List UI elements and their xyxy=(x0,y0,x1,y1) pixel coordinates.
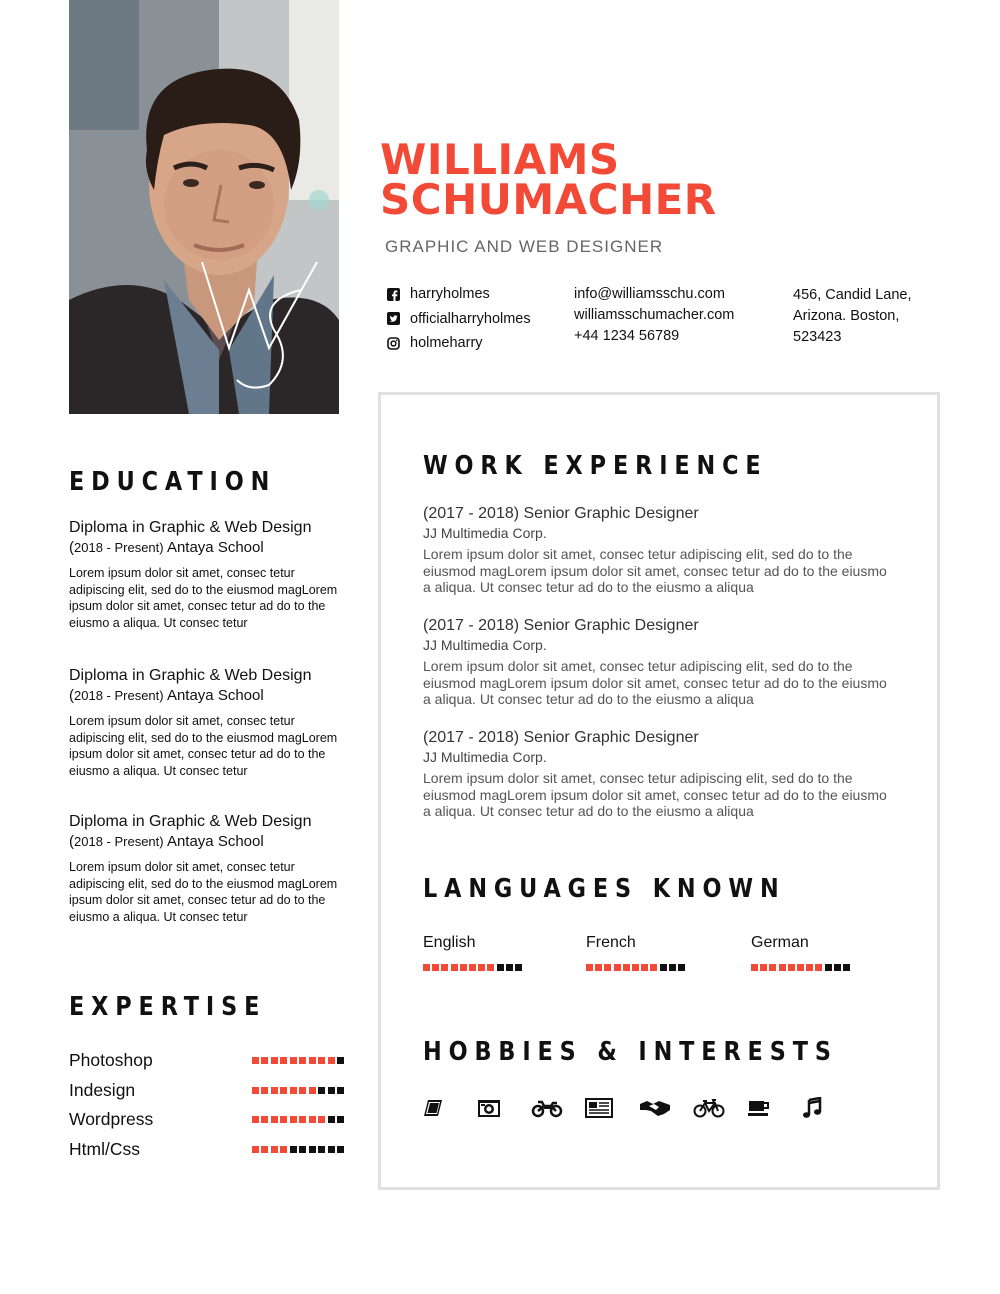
rating-dot-filled xyxy=(788,964,795,971)
rating-dot-filled xyxy=(432,964,439,971)
rating-dot-filled xyxy=(252,1087,259,1094)
facebook-icon xyxy=(387,288,400,301)
rating-dot-filled xyxy=(604,964,611,971)
rating-dot-filled xyxy=(478,964,485,971)
work-description: Lorem ipsum dolor sit amet, consec tetur adipiscing elit, sed do to the eiusmod magLorem ipsum dolor sit amet, consec tetur ad do to the eiusmo a aliqua. Ut consec tetur ad do to the eiusmo a aliqua xyxy=(423,770,887,819)
address-line-1: 456, Candid Lane, xyxy=(793,287,912,303)
rating-dot-filled xyxy=(309,1087,316,1094)
rating-dot-empty xyxy=(290,1146,297,1153)
social-instagram[interactable] xyxy=(387,331,531,356)
rating-dot-filled xyxy=(632,964,639,971)
rating-dot-filled xyxy=(280,1146,287,1153)
expertise-title: EXPERTISE xyxy=(69,992,267,1022)
rating-dot-filled xyxy=(815,964,822,971)
work-title: WORK EXPERIENCE xyxy=(423,451,768,481)
years: 2018 - Present) xyxy=(74,834,164,849)
work-item xyxy=(423,504,893,596)
language-label: German xyxy=(751,934,809,951)
motorbike-icon xyxy=(531,1098,563,1118)
rating-dot-filled xyxy=(290,1116,297,1123)
music-icon xyxy=(801,1097,823,1119)
skill-label: Photoshop xyxy=(69,1050,153,1071)
rating-dot-filled xyxy=(271,1057,278,1064)
rating-dot-empty xyxy=(834,964,841,971)
rating-dot-empty xyxy=(497,964,504,971)
language-label: English xyxy=(423,934,476,951)
phone[interactable]: +44 1234 56789 xyxy=(574,328,680,344)
rating-dot-filled xyxy=(299,1057,306,1064)
social-twitter[interactable] xyxy=(387,307,531,332)
education-dates xyxy=(69,686,341,706)
skill-label: Html/Css xyxy=(69,1138,140,1159)
language-rating xyxy=(423,964,586,971)
school: Antaya School xyxy=(163,539,264,556)
rating-dot-filled xyxy=(280,1116,287,1123)
rating-dot-filled xyxy=(280,1087,287,1094)
rating-dot-filled xyxy=(261,1146,268,1153)
languages-list xyxy=(423,934,914,971)
rating-dot-filled xyxy=(614,964,621,971)
languages-title: LANGUAGES KNOWN xyxy=(423,874,786,904)
language-item xyxy=(586,934,751,971)
language-label: French xyxy=(586,934,636,951)
work-item xyxy=(423,728,893,820)
skill-label: Indesign xyxy=(69,1079,136,1100)
rating-dot-filled xyxy=(806,964,813,971)
rating-dot-filled xyxy=(299,1116,306,1123)
contact-info xyxy=(574,284,734,347)
rating-dot-empty xyxy=(337,1057,344,1064)
work-company: JJ Multimedia Corp. xyxy=(423,525,547,541)
skill-rating xyxy=(252,1087,345,1094)
hobbies-title: HOBBIES & INTERESTS xyxy=(423,1037,838,1067)
profile-photo xyxy=(69,0,339,414)
skill-row xyxy=(69,1076,344,1106)
rating-dot-filled xyxy=(309,1116,316,1123)
paren: ( xyxy=(69,833,74,850)
rating-dot-empty xyxy=(678,964,685,971)
education-item xyxy=(69,812,341,925)
rating-dot-filled xyxy=(299,1087,306,1094)
rating-dot-empty xyxy=(337,1087,344,1094)
rating-dot-filled xyxy=(252,1146,259,1153)
rating-dot-filled xyxy=(290,1057,297,1064)
rating-dot-filled xyxy=(328,1057,335,1064)
instagram-icon xyxy=(387,337,400,350)
years: 2018 - Present) xyxy=(74,688,164,703)
address xyxy=(793,285,912,348)
social-facebook[interactable] xyxy=(387,282,531,307)
rating-dot-filled xyxy=(451,964,458,971)
rating-dot-filled xyxy=(595,964,602,971)
newspaper-icon xyxy=(585,1098,613,1118)
expertise-list xyxy=(69,1046,344,1164)
rating-dot-empty xyxy=(299,1146,306,1153)
rating-dot-empty xyxy=(660,964,667,971)
hobbies-list xyxy=(423,1096,855,1120)
education-description: Lorem ipsum dolor sit amet, consec tetur adipiscing elit, sed do to the eiusmod magLorem ipsum dolor sit amet, consec tetur ad do to the eiusmo a aliqua. Ut consec tetur xyxy=(69,860,338,924)
language-item xyxy=(751,934,914,971)
work-description: Lorem ipsum dolor sit amet, consec tetur adipiscing elit, sed do to the eiusmod magLorem ipsum dolor sit amet, consec tetur ad do to the eiusmo a aliqua. Ut consec tetur ad do to the eiusmo a aliqua xyxy=(423,546,887,595)
job-title: GRAPHIC AND WEB DESIGNER xyxy=(385,237,664,256)
twitter-icon xyxy=(387,312,400,325)
website[interactable]: williamsschumacher.com xyxy=(574,307,735,323)
rating-dot-filled xyxy=(487,964,494,971)
skill-row xyxy=(69,1135,344,1165)
rating-dot-empty xyxy=(669,964,676,971)
skill-row xyxy=(69,1046,344,1076)
work-description: Lorem ipsum dolor sit amet, consec tetur adipiscing elit, sed do to the eiusmod magLorem ipsum dolor sit amet, consec tetur ad do to the eiusmo a aliqua. Ut consec tetur ad do to the eiusmo a aliqua xyxy=(423,658,887,707)
instagram-handle: holmeharry xyxy=(410,335,483,352)
work-company: JJ Multimedia Corp. xyxy=(423,637,547,653)
work-role: (2017 - 2018) Senior Graphic Designer xyxy=(423,505,699,522)
rating-dot-filled xyxy=(797,964,804,971)
paren: ( xyxy=(69,539,74,556)
education-dates xyxy=(69,832,341,852)
rating-dot-filled xyxy=(271,1146,278,1153)
rating-dot-filled xyxy=(261,1057,268,1064)
school: Antaya School xyxy=(163,833,264,850)
bicycle-icon xyxy=(693,1098,725,1118)
work-role: (2017 - 2018) Senior Graphic Designer xyxy=(423,729,699,746)
rating-dot-empty xyxy=(309,1146,316,1153)
rating-dot-filled xyxy=(586,964,593,971)
book-icon xyxy=(423,1098,445,1118)
school: Antaya School xyxy=(163,687,264,704)
coffee-icon xyxy=(747,1098,771,1118)
rating-dot-filled xyxy=(751,964,758,971)
work-role: (2017 - 2018) Senior Graphic Designer xyxy=(423,617,699,634)
rating-dot-filled xyxy=(760,964,767,971)
rating-dot-filled xyxy=(252,1057,259,1064)
rating-dot-empty xyxy=(318,1087,325,1094)
address-line-2: Arizona. Boston, xyxy=(793,308,900,324)
rating-dot-filled xyxy=(309,1057,316,1064)
rating-dot-empty xyxy=(337,1116,344,1123)
handshake-icon xyxy=(639,1098,671,1118)
paren: ( xyxy=(69,687,74,704)
first-name: WILLIAMS xyxy=(380,135,620,184)
twitter-handle: officialharryholmes xyxy=(410,310,531,327)
social-list xyxy=(387,282,531,356)
rating-dot-empty xyxy=(825,964,832,971)
rating-dot-empty xyxy=(506,964,513,971)
rating-dot-filled xyxy=(280,1057,287,1064)
rating-dot-filled xyxy=(769,964,776,971)
work-company: JJ Multimedia Corp. xyxy=(423,749,547,765)
rating-dot-filled xyxy=(318,1057,325,1064)
rating-dot-filled xyxy=(469,964,476,971)
rating-dot-filled xyxy=(779,964,786,971)
rating-dot-filled xyxy=(423,964,430,971)
rating-dot-filled xyxy=(271,1116,278,1123)
rating-dot-filled xyxy=(252,1116,259,1123)
rating-dot-filled xyxy=(641,964,648,971)
skill-rating xyxy=(252,1146,345,1153)
education-description: Lorem ipsum dolor sit amet, consec tetur adipiscing elit, sed do to the eiusmod magLorem ipsum dolor sit amet, consec tetur ad do to the eiusmo a aliqua. Ut consec tetur xyxy=(69,566,338,630)
language-rating xyxy=(751,964,914,971)
rating-dot-empty xyxy=(843,964,850,971)
work-item xyxy=(423,616,893,708)
education-title: EDUCATION xyxy=(69,467,277,497)
rating-dot-filled xyxy=(290,1087,297,1094)
language-item xyxy=(423,934,586,971)
language-rating xyxy=(586,964,751,971)
rating-dot-empty xyxy=(318,1146,325,1153)
education-dates xyxy=(69,538,341,558)
degree: Diploma in Graphic & Web Design xyxy=(69,667,312,684)
rating-dot-filled xyxy=(623,964,630,971)
rating-dot-filled xyxy=(318,1116,325,1123)
rating-dot-empty xyxy=(337,1146,344,1153)
rating-dot-filled xyxy=(460,964,467,971)
rating-dot-empty xyxy=(515,964,522,971)
rating-dot-empty xyxy=(328,1146,335,1153)
degree: Diploma in Graphic & Web Design xyxy=(69,813,312,830)
education-item xyxy=(69,666,341,779)
camera-icon xyxy=(477,1098,501,1118)
rating-dot-filled xyxy=(271,1087,278,1094)
degree: Diploma in Graphic & Web Design xyxy=(69,519,312,536)
skill-rating xyxy=(252,1057,345,1064)
email[interactable]: info@williamsschu.com xyxy=(574,286,725,302)
education-description: Lorem ipsum dolor sit amet, consec tetur adipiscing elit, sed do to the eiusmod magLorem ipsum dolor sit amet, consec tetur ad do to the eiusmo a aliqua. Ut consec tetur xyxy=(69,714,338,778)
skill-rating xyxy=(252,1116,345,1123)
rating-dot-empty xyxy=(328,1116,335,1123)
address-line-3: 523423 xyxy=(793,329,842,345)
rating-dot-filled xyxy=(441,964,448,971)
education-item xyxy=(69,518,341,631)
rating-dot-empty xyxy=(328,1087,335,1094)
last-name: SCHUMACHER xyxy=(380,175,717,224)
years: 2018 - Present) xyxy=(74,540,164,555)
full-name xyxy=(380,135,717,224)
skill-label: Wordpress xyxy=(69,1109,154,1130)
rating-dot-filled xyxy=(261,1116,268,1123)
rating-dot-filled xyxy=(261,1087,268,1094)
rating-dot-filled xyxy=(650,964,657,971)
skill-row xyxy=(69,1105,344,1135)
facebook-handle: harryholmes xyxy=(410,286,490,303)
